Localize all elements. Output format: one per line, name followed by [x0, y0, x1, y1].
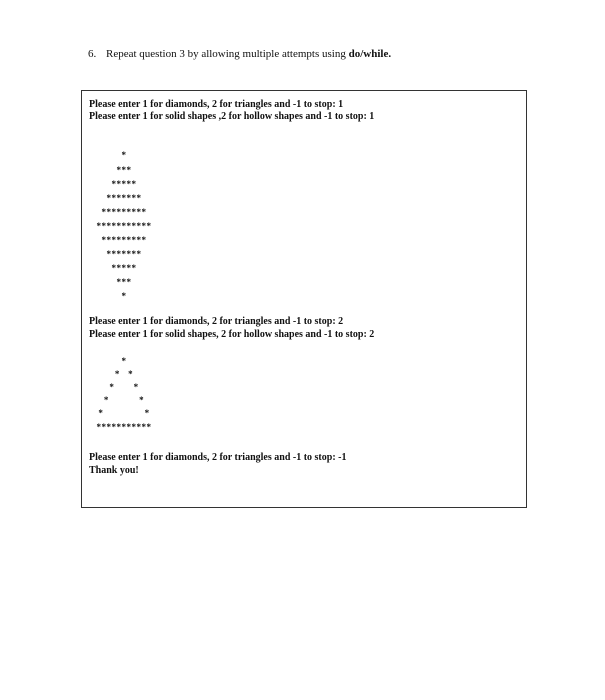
question-6 — [88, 48, 391, 60]
prompt-shape-3: Please enter 1 for diamonds, 2 for triangles and -1 to stop: -1 — [89, 452, 347, 463]
program-output-box — [81, 90, 527, 508]
triangle-row: * * — [98, 408, 150, 418]
triangle-row: * * — [114, 369, 134, 379]
triangle-row: * * — [103, 395, 145, 405]
triangle-row: *********** — [96, 422, 152, 432]
diamond-row: *********** — [96, 221, 152, 231]
prompt-fill-2: Please enter 1 for solid shapes, 2 for hollow shapes and -1 to stop: 2 — [89, 329, 375, 340]
diamond-row: ***** — [111, 263, 137, 273]
triangle-row: * — [121, 356, 127, 366]
question-text: Repeat question 3 by allowing multiple attempts using — [106, 48, 349, 60]
question-emphasis: do/while. — [348, 48, 392, 60]
prompt-fill-1: Please enter 1 for solid shapes ,2 for hollow shapes and -1 to stop: 1 — [89, 111, 375, 122]
triangle-row: * * — [109, 382, 139, 392]
diamond-row: *** — [116, 277, 132, 287]
diamond-row: ********* — [101, 207, 147, 217]
diamond-row: ******* — [106, 249, 142, 259]
question-number: 6. — [88, 48, 97, 60]
diamond-row: * — [121, 291, 127, 301]
diamond-row: ********* — [101, 235, 147, 245]
diamond-row: ******* — [106, 193, 142, 203]
diamond-row: *** — [116, 165, 132, 175]
prompt-shape-1: Please enter 1 for diamonds, 2 for triangles and -1 to stop: 1 — [89, 99, 344, 110]
diamond-row: * — [121, 150, 127, 160]
prompt-shape-2: Please enter 1 for diamonds, 2 for triangles and -1 to stop: 2 — [89, 316, 344, 327]
farewell-message: Thank you! — [89, 465, 139, 476]
diamond-row: ***** — [111, 179, 137, 189]
